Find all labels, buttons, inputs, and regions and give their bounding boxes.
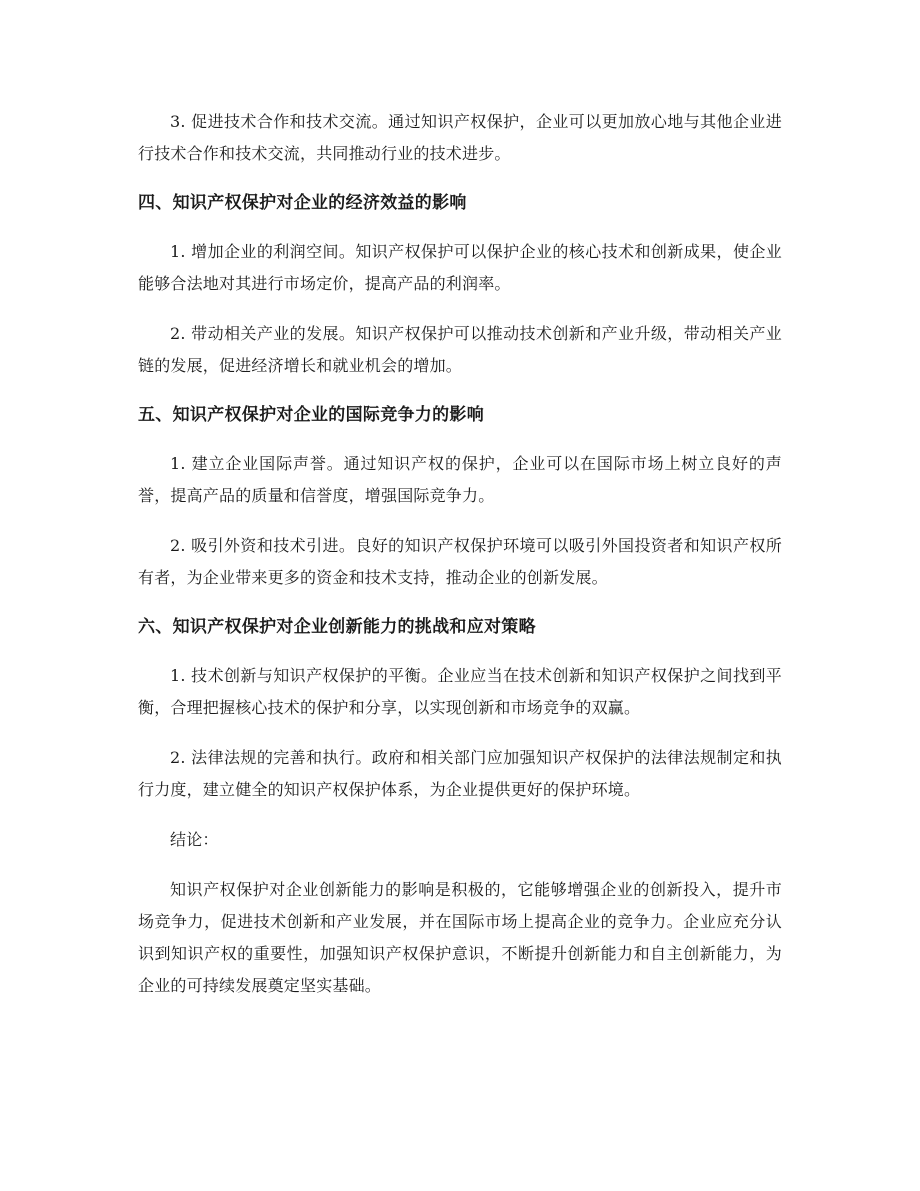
section-heading-international-competitiveness: 五、知识产权保护对企业的国际竞争力的影响: [138, 405, 484, 425]
paragraph-laws-regulations: 2. 法律法规的完善和执行。政府和相关部门应加强知识产权保护的法律法规制定和执行力度，建立健全的知识产权保护体系，为企业提供更好的保护环境。: [138, 748, 782, 799]
document-body: [138, 106, 782, 1020]
section-heading-challenges-strategies: 六、知识产权保护对企业创新能力的挑战和应对策略: [138, 617, 536, 637]
paragraph-related-industries: 2. 带动相关产业的发展。知识产权保护可以推动技术创新和产业升级，带动相关产业链的发展，促进经济增长和就业机会的增加。: [138, 324, 782, 375]
section-heading-economic-benefits: 四、知识产权保护对企业的经济效益的影响: [138, 193, 467, 213]
paragraph-profit-space: 1. 增加企业的利润空间。知识产权保护可以保护企业的核心技术和创新成果，使企业能够合法地对其进行市场定价，提高产品的利润率。: [138, 242, 782, 293]
paragraph-foreign-investment: 2. 吸引外资和技术引进。良好的知识产权保护环境可以吸引外国投资者和知识产权所有者，为企业带来更多的资金和技术支持，推动企业的创新发展。: [138, 536, 782, 587]
conclusion-label: 结论：: [170, 830, 219, 849]
paragraph-conclusion: 知识产权保护对企业创新能力的影响是积极的，它能够增强企业的创新投入，提升市场竞争力，促进技术创新和产业发展，并在国际市场上提高企业的竞争力。企业应充分认识到知识产权的重要性，加强知识产权保护意识，不断提升创新能力和自主创新能力，为企业的可持续发展奠定坚实基础。: [138, 880, 782, 995]
paragraph-balance: 1. 技术创新与知识产权保护的平衡。企业应当在技术创新和知识产权保护之间找到平衡，合理把握核心技术的保护和分享，以实现创新和市场竞争的双赢。: [138, 666, 782, 717]
paragraph-international-reputation: 1. 建立企业国际声誉。通过知识产权的保护，企业可以在国际市场上树立良好的声誉，提高产品的质量和信誉度，增强国际竞争力。: [138, 454, 782, 505]
paragraph-tech-cooperation: 3. 促进技术合作和技术交流。通过知识产权保护，企业可以更加放心地与其他企业进行技术合作和技术交流，共同推动行业的技术进步。: [138, 112, 782, 163]
